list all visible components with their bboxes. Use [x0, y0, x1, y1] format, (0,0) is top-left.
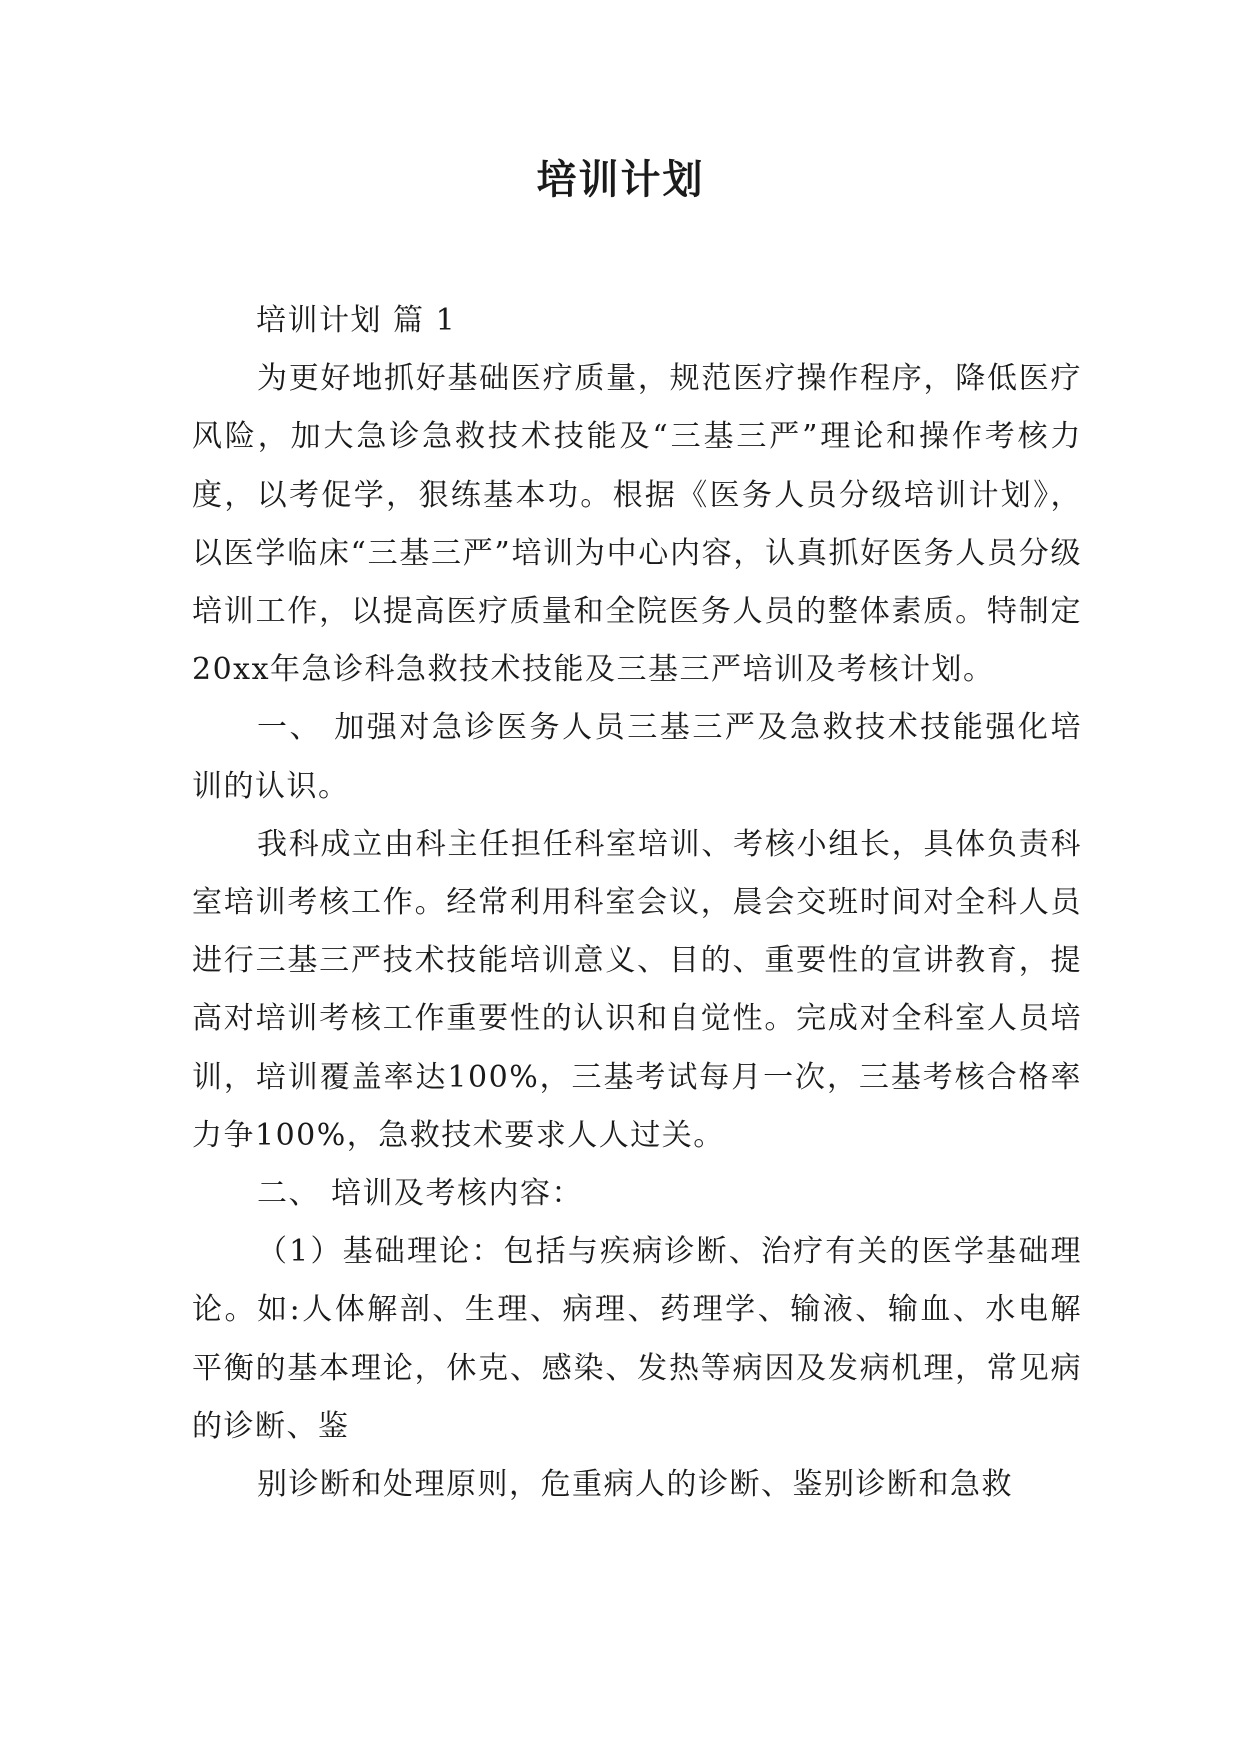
point-two-heading: 二、 培训及考核内容： [257, 1176, 584, 1212]
section-heading: 培训计划 篇 1 [256, 303, 457, 338]
document-title: 培训计划 [536, 156, 705, 203]
point-one-paragraph: 我科成立由科主任担任科室培训、考核小组长，具体负责科室培训考核工作。经常利用科室会议，晨会交班时间对全科人员进行三基三严技术技能培训意义、目的、重要性的宣讲教育，提高对培训考核工作重要性的认识和自觉性。完成对全科室人员培训，培训覆盖率达100%，三基考试每月一次，三基考核合格率力争100%，急救技术要求人人过关。 [192, 826, 1082, 1153]
document-body [192, 292, 1082, 1514]
continuation-paragraph: 别诊断和处理原则，危重病人的诊断、鉴别诊断和急救 [257, 1467, 1013, 1503]
basic-theory-paragraph: （1）基础理论：包括与疾病诊断、治疗有关的医学基础理论。如:人体解剖、生理、病理、药理学、输液、输血、水电解平衡的基本理论，休克、感染、发热等病因及发病机理，常见病的诊断、鉴 [192, 1234, 1082, 1444]
intro-paragraph: 为更好地抓好基础医疗质量，规范医疗操作程序，降低医疗风险，加大急诊急救技术技能及“三基三严”理论和操作考核力度，以考促学，狠练基本功。根据《医务人员分级培训计划》，以医学临床“三基三严”培训为中心内容，认真抓好医务人员分级培训工作，以提高医疗质量和全院医务人员的整体素质。特制定20xx年急诊科急救技术技能及三基三严培训及考核计划。 [192, 361, 1082, 688]
point-one-heading: 一、 加强对急诊医务人员三基三严及急救技术技能强化培训的认识。 [192, 710, 1082, 804]
